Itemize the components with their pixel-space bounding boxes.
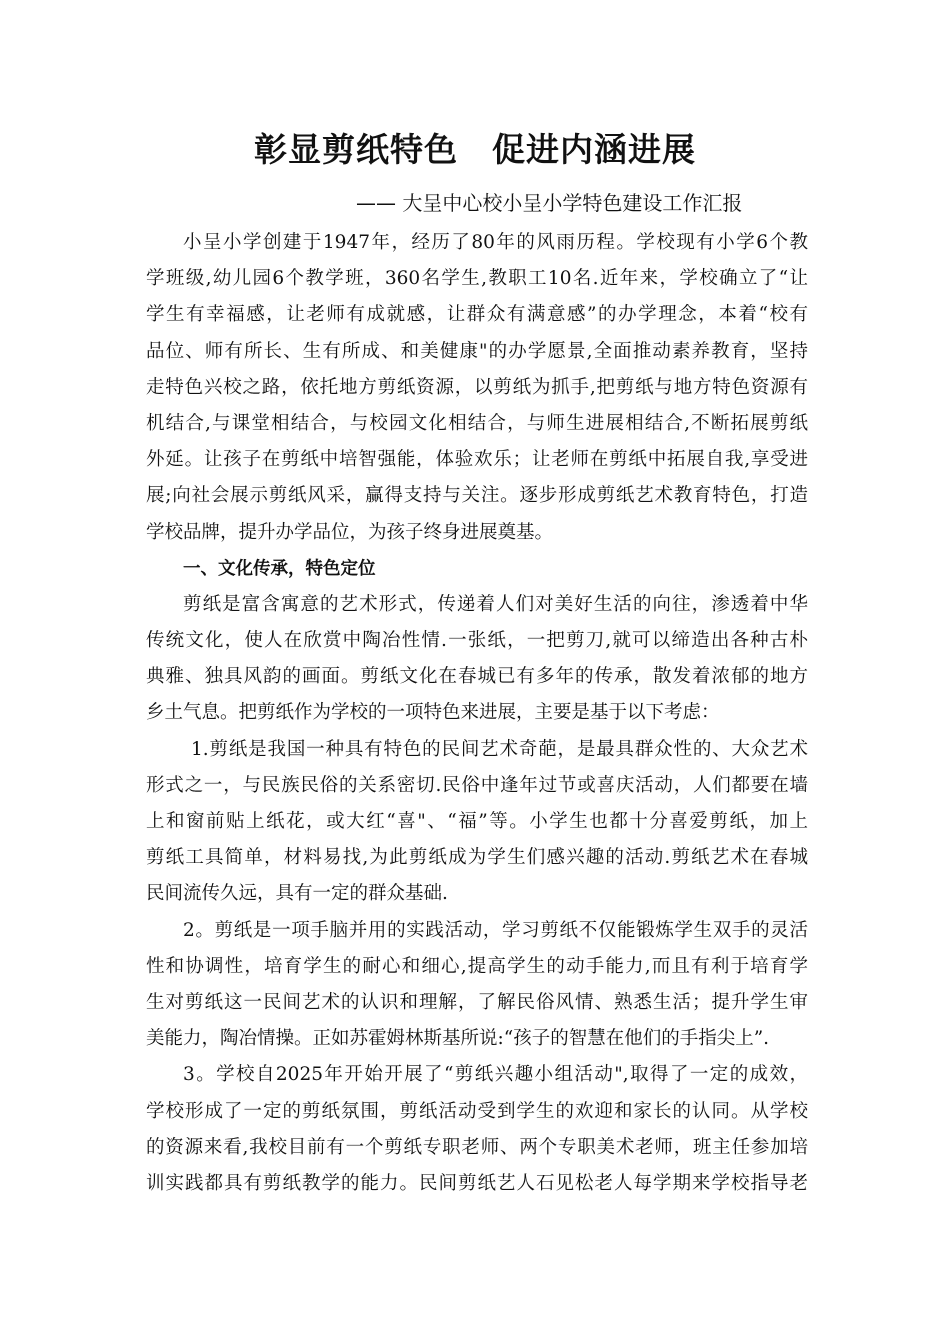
paragraph-line: 1.剪纸是我国一种具有特色的民间艺术奇葩，是最具群众性的、大众艺术 bbox=[191, 738, 808, 760]
paragraph-line: 走特色兴校之路，依托地方剪纸资源，以剪纸为抓手,把剪纸与地方特色资源有 bbox=[146, 376, 808, 398]
paragraph-line: 生对剪纸这一民间艺术的认识和理解，了解民俗风情、熟悉生活；提升学生审 bbox=[146, 991, 808, 1013]
paragraph-line: 上和窗前贴上纸花，或大红“喜"、“福”等。小学生也都十分喜爱剪纸，加上 bbox=[146, 811, 808, 832]
document-subtitle: —— 大呈中心校小呈小学特色建设工作汇报 bbox=[356, 191, 743, 215]
paragraph-line: 学校形成了一定的剪纸氛围，剪纸活动受到学生的欢迎和家长的认同。从学校 bbox=[146, 1100, 808, 1122]
paragraph-line: 乡土气息。把剪纸作为学校的一项特色来进展，主要是基于以下考虑： bbox=[146, 702, 720, 724]
paragraph-line: 训实践都具有剪纸教学的能力。民间剪纸艺人石见松老人每学期来学校指导老 bbox=[146, 1172, 808, 1194]
section-heading-text: 一、文化传承，特色定位 bbox=[183, 558, 376, 579]
paragraph-line: 美能力，陶冶情操。正如苏霍姆林斯基所说:“孩子的智慧在他们的手指尖上”. bbox=[146, 1028, 770, 1050]
document-title: 彰显剪纸特色 促进内涵进展 bbox=[254, 130, 696, 169]
paragraph-line: 学校品牌，提升办学品位，为孩子终身进展奠基。 bbox=[146, 521, 554, 543]
paragraph-line: 2。剪纸是一项手脑并用的实践活动，学习剪纸不仅能锻炼学生双手的灵活 bbox=[183, 919, 808, 941]
paragraph-line: 小呈小学创建于1947年，经历了80年的风雨历程。学校现有小学6个教 bbox=[183, 232, 808, 253]
paragraph-line: 典雅、独具风韵的画面。剪纸文化在春城已有多年的传承，散发着浓郁的地方 bbox=[146, 666, 808, 688]
paragraph-line: 学班级,幼儿园6个教学班，360名学生,教职工10名.近年来，学校确立了“让 bbox=[146, 268, 808, 290]
section-heading bbox=[146, 551, 808, 587]
paragraph-line: 剪纸工具简单，材料易找,为此剪纸成为学生们感兴趣的活动.剪纸艺术在春城 bbox=[146, 847, 808, 869]
paragraph-line: 民间流传久远，具有一定的群众基础. bbox=[146, 883, 448, 905]
paragraph-line: 机结合,与课堂相结合，与校园文化相结合，与师生进展相结合,不断拓展剪纸 bbox=[146, 412, 808, 434]
paragraph bbox=[146, 587, 808, 732]
paragraph-line: 品位、师有所长、生有所成、和美健康"的办学愿景,全面推动素养教育，坚持 bbox=[146, 340, 808, 362]
paragraph bbox=[146, 1057, 808, 1202]
document-body bbox=[146, 225, 808, 1202]
paragraph-line: 的资源来看,我校目前有一个剪纸专职老师、两个专职美术老师，班主任参加培 bbox=[146, 1136, 808, 1158]
paragraph-line: 剪纸是富含寓意的艺术形式，传递着人们对美好生活的向往，渗透着中华 bbox=[183, 593, 808, 615]
paragraph-line: 展;向社会展示剪纸风采，赢得支持与关注。逐步形成剪纸艺术教育特色，打造 bbox=[146, 485, 808, 507]
paragraph-line: 传统文化，使人在欣赏中陶冶性情.一张纸，一把剪刀,就可以缔造出各种古朴 bbox=[146, 630, 808, 652]
paragraph-line: 3。学校自2025年开始开展了“剪纸兴趣小组活动",取得了一定的成效， bbox=[183, 1064, 808, 1086]
paragraph bbox=[146, 225, 808, 551]
paragraph-line: 性和协调性，培育学生的耐心和细心,提高学生的动手能力,而且有利于培育学 bbox=[146, 955, 808, 977]
paragraph-line: 外延。让孩子在剪纸中培智强能，体验欢乐；让老师在剪纸中拓展自我,享受进 bbox=[146, 449, 808, 471]
paragraph bbox=[146, 732, 808, 913]
paragraph-line: 学生有幸福感，让老师有成就感，让群众有满意感”的办学理念，本着“校有 bbox=[146, 304, 808, 326]
paragraph-line: 形式之一，与民族民俗的关系密切.民俗中逢年过节或喜庆活动，人们都要在墙 bbox=[146, 774, 808, 796]
paragraph bbox=[146, 913, 808, 1058]
